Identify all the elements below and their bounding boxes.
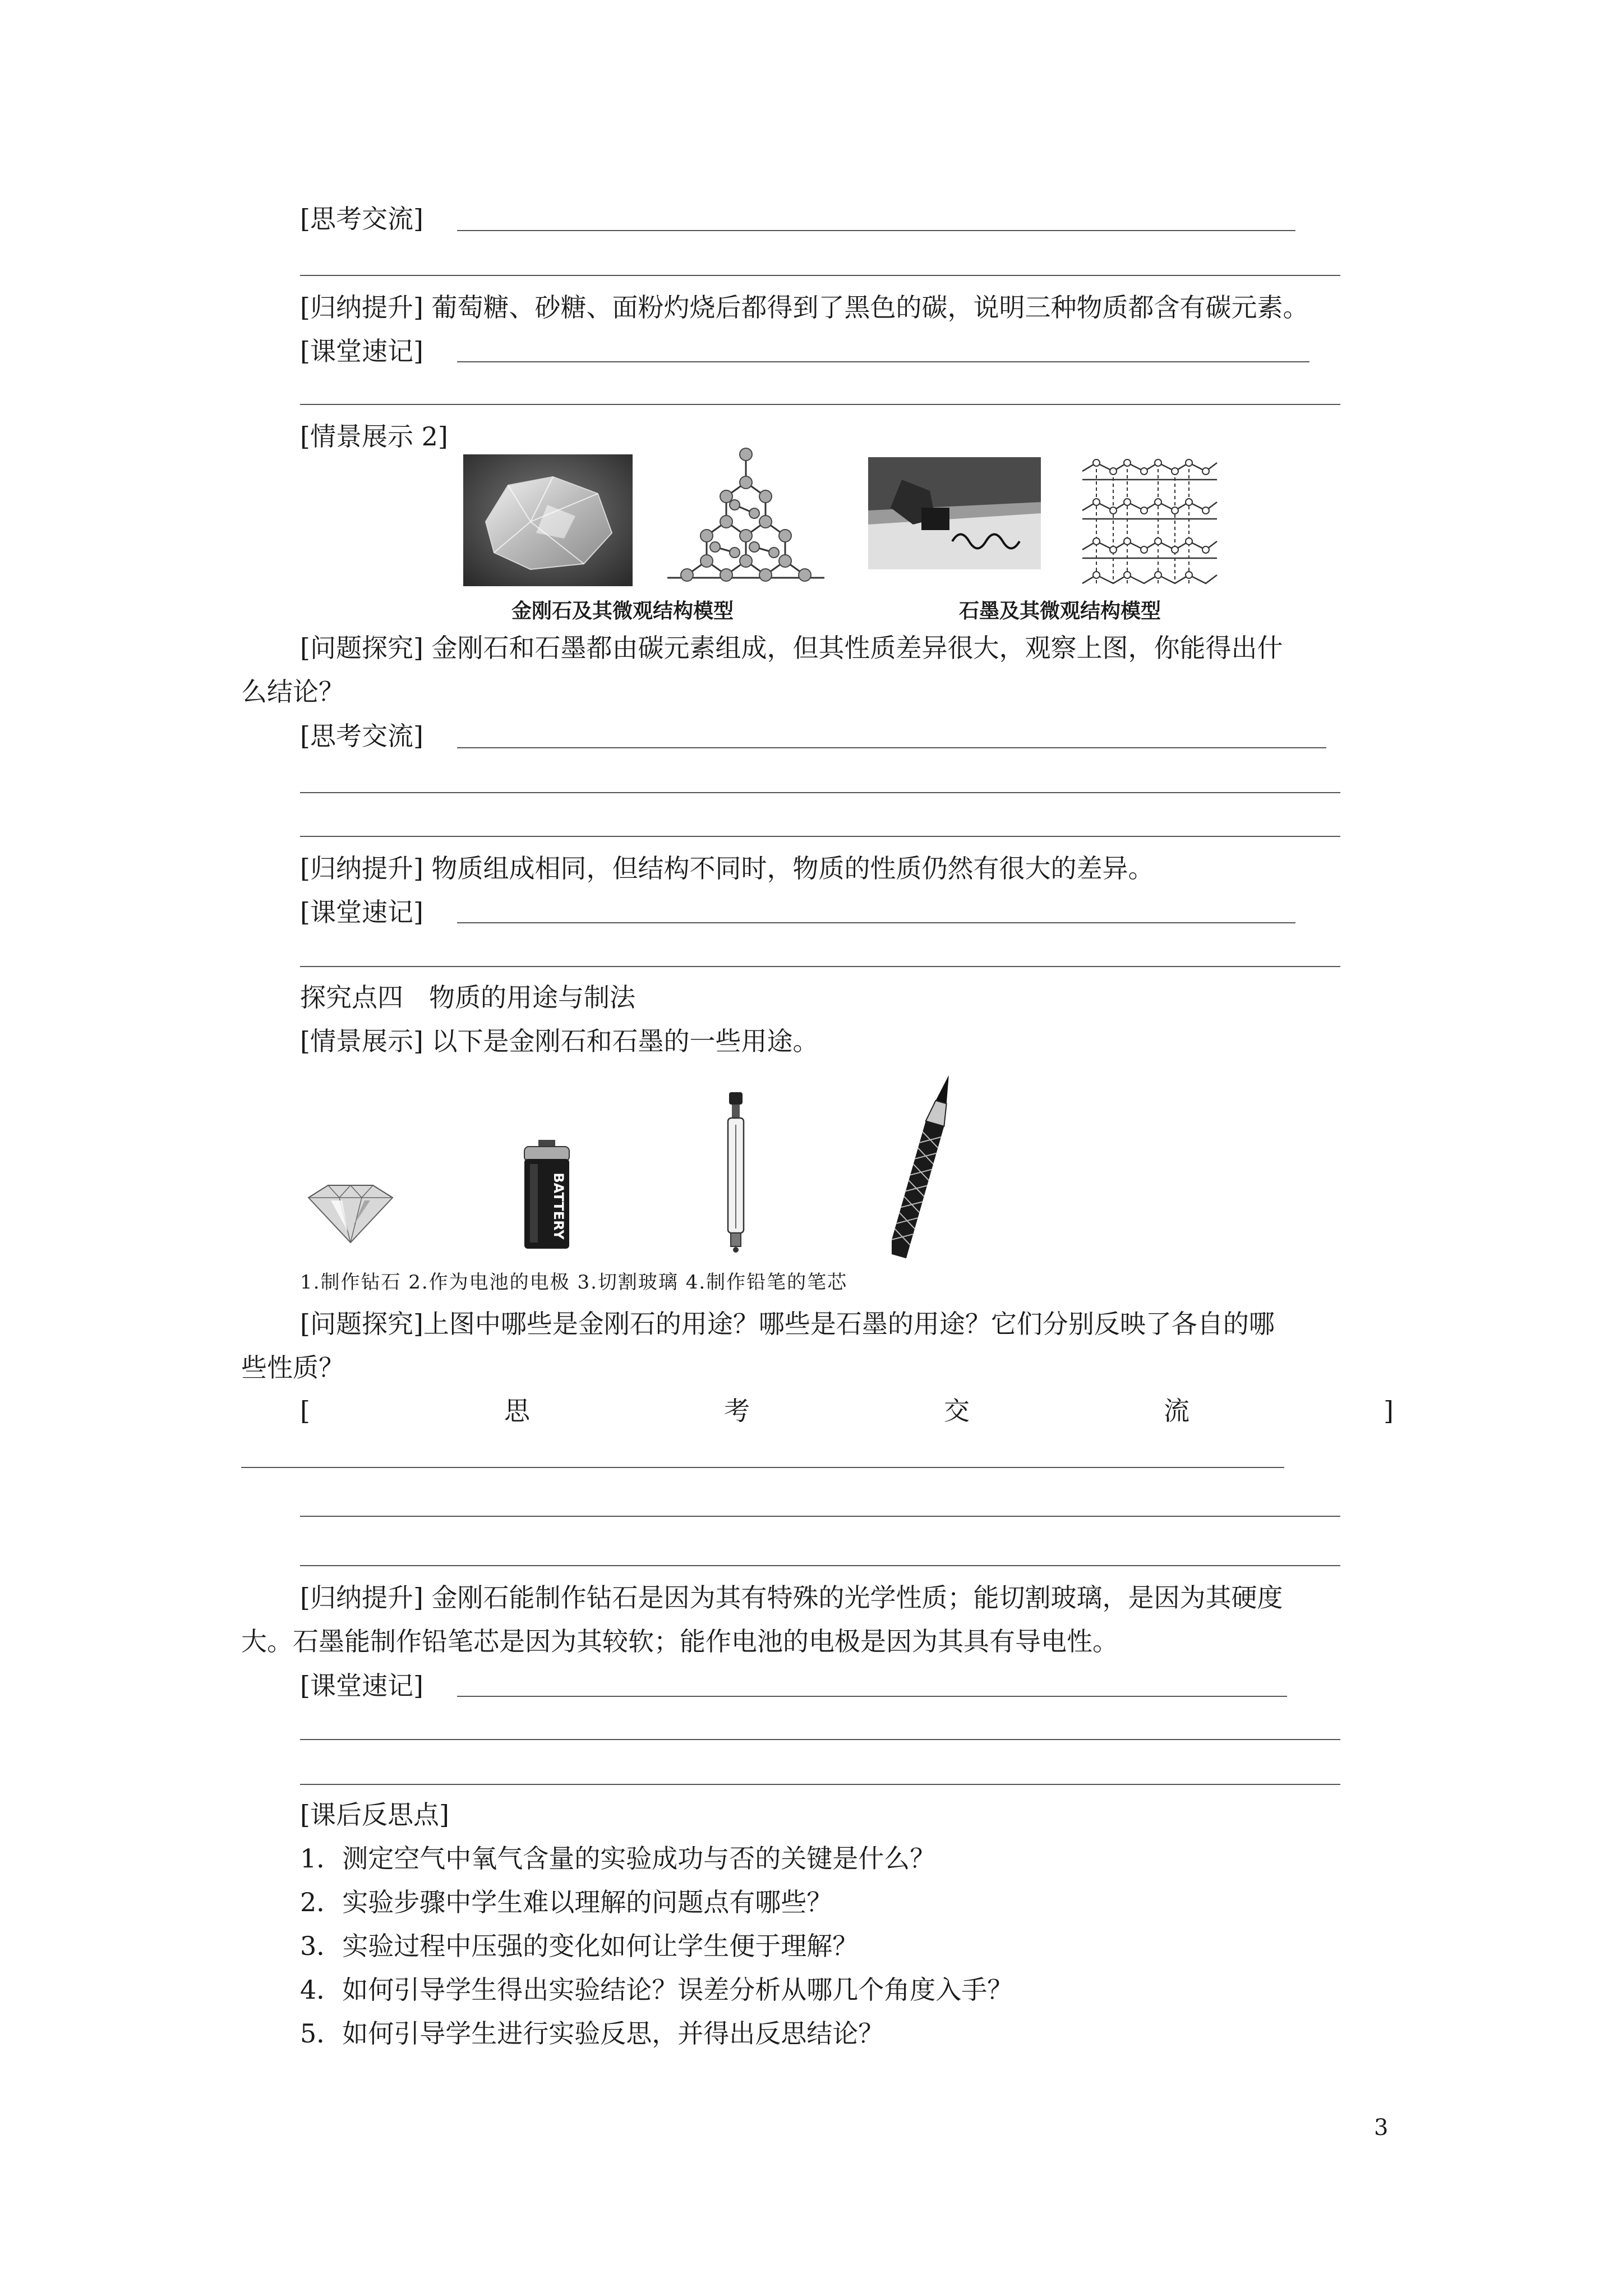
diamond-structure-model (656, 443, 836, 589)
answer-blank[interactable] (300, 1565, 1340, 1566)
graphite-photo (868, 457, 1041, 569)
reflection-item-4: 4．如何引导学生得出实验结论？误差分析从哪几个角度入手？ (300, 1975, 1013, 2005)
question-uses-line2: 些性质？ (241, 1352, 344, 1383)
class-notes-label: [课堂速记] (300, 336, 423, 366)
uses-caption: 1.制作钻石 2.作为电池的电极 3.切割玻璃 4.制作铅笔的笔芯 (300, 1271, 848, 1294)
scene-display-2-label: [情景展示 2] (300, 421, 448, 452)
summary-uses-line2: 大。石墨能制作铅笔芯是因为其较软；能作电池的电极是因为其具有导电性。 (241, 1626, 1118, 1657)
char-kao: 考 (723, 1396, 750, 1426)
notes-blank[interactable] (300, 404, 1340, 405)
glass-cutter-image (721, 1091, 751, 1254)
think-exchange-label: [思考交流] (300, 204, 423, 234)
summary-glucose: [归纳提升] 葡萄糖、砂糖、面粉灼烧后都得到了黑色的碳，说明三种物质都含有碳元素。 (300, 292, 1309, 323)
notes-blank[interactable] (300, 1784, 1340, 1785)
pencil-image (892, 1071, 953, 1262)
answer-blank[interactable] (300, 275, 1340, 276)
think-exchange-label: [思考交流] (300, 721, 423, 751)
bracket-open: [ (300, 1396, 310, 1426)
scene-display-uses: [情景展示] 以下是金刚石和石墨的一些用途。 (300, 1026, 819, 1056)
class-notes-row-2 (300, 895, 423, 929)
question-diamond-graphite-line2: 么结论？ (241, 677, 344, 707)
think-exchange-row-1 (300, 202, 423, 236)
think-exchange-row-2 (300, 719, 423, 753)
page-number: 3 (1374, 2115, 1389, 2141)
notes-blank[interactable] (457, 361, 1310, 362)
answer-blank[interactable] (300, 836, 1340, 837)
char-si: 思 (504, 1396, 530, 1426)
notes-blank[interactable] (300, 966, 1340, 967)
caption-diamond: 金刚石及其微观结构模型 (511, 600, 734, 623)
think-exchange-spread-label (300, 1394, 1394, 1428)
inquiry-point-4-heading: 探究点四 物质的用途与制法 (300, 982, 635, 1013)
bracket-close: ] (1384, 1396, 1394, 1426)
answer-blank[interactable] (457, 747, 1326, 748)
question-uses-line1: [问题探究]上图中哪些是金刚石的用途？哪些是石墨的用途？它们分别反映了各自的哪 (300, 1309, 1275, 1339)
summary-uses-line1: [归纳提升] 金刚石能制作钻石是因为其有特殊的光学性质；能切割玻璃，是因为其硬度 (300, 1582, 1283, 1613)
char-liu: 流 (1164, 1396, 1190, 1426)
reflection-item-5: 5．如何引导学生进行实验反思，并得出反思结论？ (300, 2018, 884, 2049)
graphite-structure-model (1074, 454, 1225, 592)
summary-structure: [归纳提升] 物质组成相同，但结构不同时，物质的性质仍然有很大的差异。 (300, 853, 1154, 884)
class-notes-label: [课堂速记] (300, 1671, 423, 1701)
diamond-photo (463, 454, 633, 586)
reflection-item-2: 2．实验步骤中学生难以理解的问题点有哪些？ (300, 1887, 833, 1917)
answer-blank[interactable] (457, 230, 1295, 231)
notes-blank[interactable] (300, 1739, 1340, 1740)
char-jiao: 交 (944, 1396, 970, 1426)
answer-blank[interactable] (241, 1467, 1284, 1468)
answer-blank[interactable] (300, 1516, 1340, 1517)
battery-label: BATTERY (551, 1172, 566, 1240)
notes-blank[interactable] (457, 922, 1295, 923)
class-notes-row-3 (300, 1669, 423, 1703)
class-notes-label: [课堂速记] (300, 897, 423, 927)
battery-image (516, 1139, 583, 1251)
question-diamond-graphite-line1: [问题探究] 金刚石和石墨都由碳元素组成，但其性质差异很大，观察上图，你能得出什 (300, 633, 1283, 663)
answer-blank[interactable] (300, 792, 1340, 793)
notes-blank[interactable] (457, 1696, 1287, 1697)
reflection-item-1: 1．测定空气中氧气含量的实验成功与否的关键是什么？ (300, 1843, 936, 1874)
post-class-reflection-label: [课后反思点] (300, 1800, 449, 1830)
cut-diamond-image (297, 1181, 404, 1245)
reflection-item-3: 3．实验过程中压强的变化如何让学生便于理解？ (300, 1931, 859, 1961)
class-notes-row-1 (300, 334, 423, 368)
caption-graphite: 石墨及其微观结构模型 (959, 600, 1161, 623)
